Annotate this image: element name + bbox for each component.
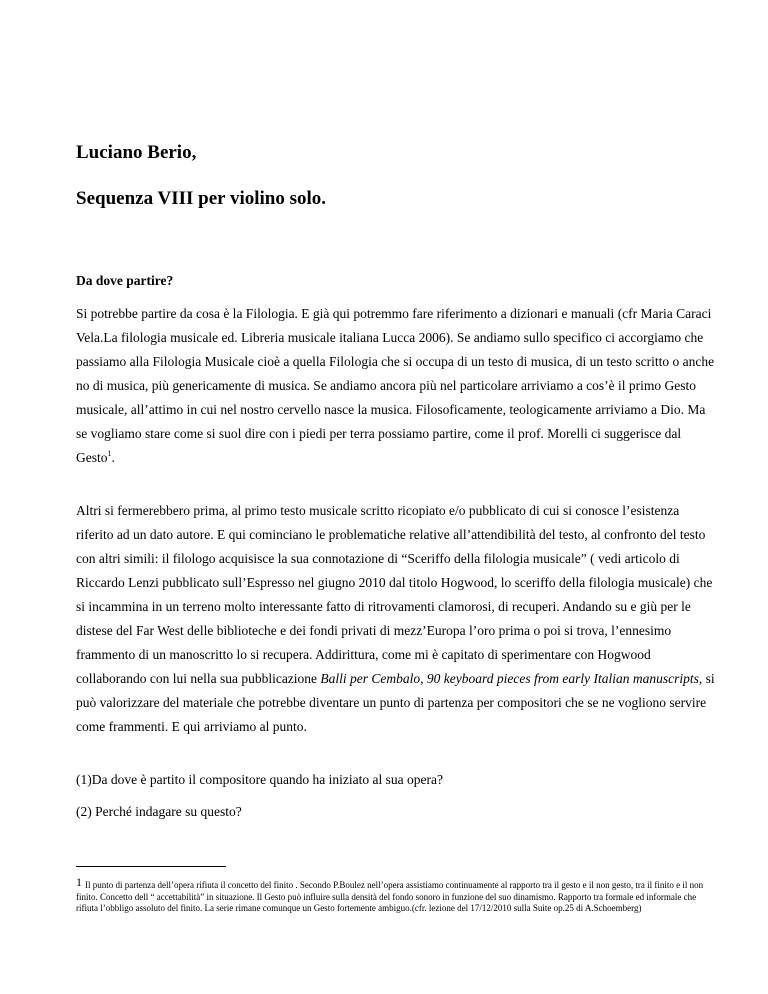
paragraph-philology-text-a: Altri si fermerebbero prima, al primo testo musicale scritto ricopiato e/o pubblicato di cui si conosce l’esistenza riferito ad un dato autore. E qui cominciano le problematiche relative all’attendibilità del testo, al confronto del testo con altri simili: il filologo acquisisce la sua connotazione di “Sceriffo della filologia musicale” ( vedi articolo di Riccardo Lenzi pubblicato sull’Espresso nel giugno 2010 dal titolo Hogwood, lo sceriffo della filologia musicale) che si incammina in un terreno molto interessante fatto di ritrovamenti clamorosi, di recuperi. Andando su e giù per le distese del Far West delle biblioteche e dei fondi privati di mezz’Europa l’oro prima o poi si trova, l’ennesimo frammento di un manoscritto lo si recupera. Addirittura, come mi è capitato di sperimentare con Hogwood collaborando con lui nella sua pubblicazione — [76, 503, 713, 686]
paragraph-philology — [76, 499, 716, 739]
footnote-text: Il punto di partenza dell’opera rifiuta il concetto del finito . Secondo P.Boulez nell’opera assistiamo continuamente al rapporto tra il gesto e il non gesto, tra il finito e il non finito. Concetto dell “ accettabilità” in situazione. Il Gesto può influire sulla densità del fondo sonoro in funzione del suo dinamismo. Rapporto tra formale ed informale che rifiuta l’obbligo assoluto del finito. La serie rimane comunque un Gesto fortemente ambiguo.(cfr. lezione del 17/12/2010 sulla Suite op.25 di A.Schoemberg) — [76, 880, 704, 913]
paragraph-philology-text-b: si può valorizzare del materiale che potrebbe diventare un punto di partenza per compositori che se ne vogliono servire come frammenti. E qui arriviamo al punto. — [76, 671, 715, 734]
paragraph-intro-text: Si potrebbe partire da cosa è la Filologia. E già qui potremmo fare riferimento a dizionari e manuali (cfr Maria Caraci Vela.La filologia musicale ed. Libreria musicale italiana Lucca 2006). Se andiamo sullo specifico ci accorgiamo che passiamo alla Filologia Musicale cioè a quella Filologia che si occupa di un testo di musica, di un testo scritto o anche no di musica, più genericamente di musica. Se andiamo ancora più nel particolare arriviamo a cos’è il primo Gesto musicale, all’attimo in cui nel nostro cervello nasce la musica. Filosoficamente, teologicamente arriviamo a Dio. Ma se vogliamo stare come si suol dire con i piedi per terra possiamo partire, come il prof. Morelli ci suggerisce dal Gesto — [76, 306, 715, 465]
footnote-reference[interactable]: 1 — [107, 449, 112, 458]
question-2: (2) Perché indagare su questo? — [76, 804, 242, 819]
question-1: (1)Da dove è partito il compositore quando ha iniziato al sua opera? — [76, 772, 443, 787]
footnote-marker: 1 — [76, 875, 82, 889]
section-heading: Da dove partire? — [76, 273, 174, 288]
document-title-work: Sequenza VIII per violino solo. — [76, 188, 327, 209]
paragraph-intro — [76, 302, 716, 470]
publication-title: Balli per Cembalo, 90 keyboard pieces from early Italian manuscripts, — [320, 671, 703, 686]
footnote-separator — [76, 866, 226, 867]
document-title-author: Luciano Berio, — [76, 142, 197, 163]
paragraph-intro-end: . — [111, 450, 115, 465]
footnote — [76, 877, 706, 915]
